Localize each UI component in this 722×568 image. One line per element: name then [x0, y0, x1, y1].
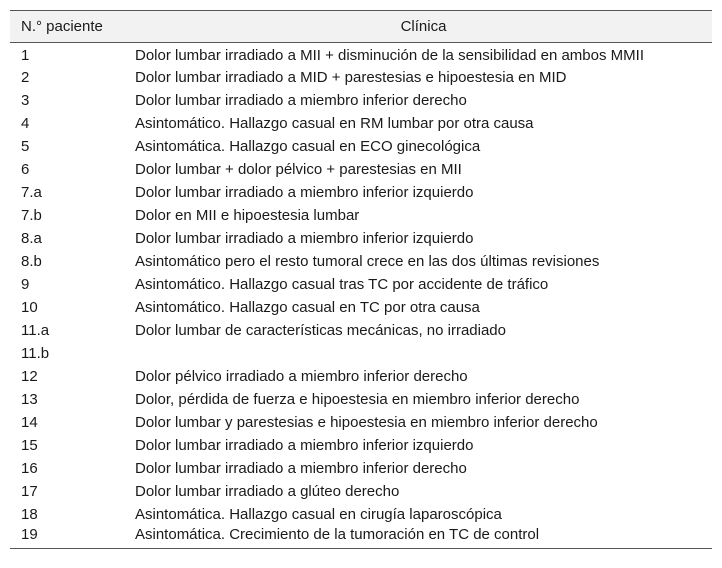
patient-number-cell: 5 — [21, 137, 30, 155]
patient-number-cell: 8.b — [21, 252, 42, 270]
patient-number-cell: 7.b — [21, 206, 42, 224]
clinical-cell — [135, 342, 712, 365]
table-row — [10, 204, 712, 227]
table-row — [10, 66, 712, 89]
table-row — [10, 158, 712, 181]
patient-number-cell: 4 — [21, 114, 30, 132]
patient-number-cell: 12 — [21, 367, 38, 385]
clinical-cell: Asintomático pero el resto tumoral crece en las dos últimas revisiones — [135, 252, 600, 270]
patient-number-cell: 8.a — [21, 229, 42, 247]
header-clinical: Clínica — [400, 18, 447, 35]
clinical-cell: Asintomática. Crecimiento de la tumoración en TC de control — [135, 526, 540, 544]
clinical-cell: Dolor, pérdida de fuerza e hipoestesia en miembro inferior derecho — [135, 390, 580, 408]
table-row — [10, 250, 712, 273]
clinical-table-container — [10, 10, 712, 549]
clinical-cell: Dolor lumbar irradiado a miembro inferior derecho — [135, 459, 467, 477]
table-row — [10, 434, 712, 457]
clinical-cell: Dolor lumbar irradiado a miembro inferior izquierdo — [135, 183, 474, 201]
table-row — [10, 388, 712, 411]
clinical-cell: Dolor lumbar irradiado a glúteo derecho — [135, 482, 400, 500]
patient-number-cell: 13 — [21, 390, 38, 408]
clinical-cell: Dolor lumbar irradiado a MII + disminución de la sensibilidad en ambos MMII — [135, 47, 644, 65]
table-row — [10, 227, 712, 250]
header-row — [10, 11, 712, 43]
patient-number-cell: 18 — [21, 505, 38, 523]
patient-number-cell: 11.b — [21, 344, 50, 362]
table-row — [10, 296, 712, 319]
table-row — [10, 319, 712, 342]
clinical-cell: Dolor lumbar irradiado a miembro inferior derecho — [135, 91, 467, 109]
table-row — [10, 526, 712, 549]
table-row — [10, 112, 712, 135]
patient-number-cell: 11.a — [21, 321, 50, 339]
table-header — [10, 11, 712, 43]
clinical-cell: Asintomático. Hallazgo casual tras TC por accidente de tráfico — [135, 275, 549, 293]
table-row — [10, 89, 712, 112]
clinical-cell: Dolor lumbar irradiado a miembro inferior izquierdo — [135, 229, 474, 247]
table-row — [10, 457, 712, 480]
clinical-cell: Dolor en MII e hipoestesia lumbar — [135, 206, 360, 224]
patient-number-cell: 7.a — [21, 183, 42, 201]
header-patient-number: N.° paciente — [21, 18, 103, 35]
clinical-cell: Asintomático. Hallazgo casual en TC por otra causa — [135, 298, 480, 316]
clinical-cell: Dolor pélvico irradiado a miembro inferior derecho — [135, 367, 468, 385]
clinical-cell: Dolor lumbar irradiado a miembro inferior izquierdo — [135, 436, 474, 454]
clinical-cell: Asintomática. Hallazgo casual en cirugía laparoscópica — [135, 505, 502, 523]
patient-number-cell: 14 — [21, 413, 38, 431]
table-row — [10, 181, 712, 204]
table-row — [10, 342, 712, 365]
table-body — [10, 43, 712, 549]
table-row — [10, 43, 712, 66]
patient-number-cell: 10 — [21, 298, 38, 316]
clinical-cell: Asintomática. Hallazgo casual en ECO ginecológica — [135, 137, 481, 155]
table-row — [10, 135, 712, 158]
patient-number-cell: 2 — [21, 68, 30, 86]
patient-number-cell: 6 — [21, 160, 30, 178]
patient-number-cell: 19 — [21, 526, 38, 544]
table-row — [10, 503, 712, 526]
patient-number-cell: 16 — [21, 459, 38, 477]
clinical-cell: Asintomático. Hallazgo casual en RM lumbar por otra causa — [135, 114, 534, 132]
table-row — [10, 365, 712, 388]
clinical-cell: Dolor lumbar irradiado a MID + parestesias e hipoestesia en MID — [135, 68, 567, 86]
table-row — [10, 480, 712, 503]
patient-number-cell: 15 — [21, 436, 38, 454]
clinical-cell: Dolor lumbar + dolor pélvico + parestesias en MII — [135, 160, 462, 178]
clinical-cell: Dolor lumbar y parestesias e hipoestesia en miembro inferior derecho — [135, 413, 598, 431]
table-row — [10, 273, 712, 296]
patient-number-cell: 3 — [21, 91, 30, 109]
patient-number-cell: 9 — [21, 275, 30, 293]
patient-number-cell: 17 — [21, 482, 38, 500]
table-row — [10, 411, 712, 434]
clinical-table — [10, 10, 712, 549]
clinical-cell: Dolor lumbar de características mecánicas, no irradiado — [135, 321, 506, 339]
patient-number-cell: 1 — [21, 47, 30, 65]
